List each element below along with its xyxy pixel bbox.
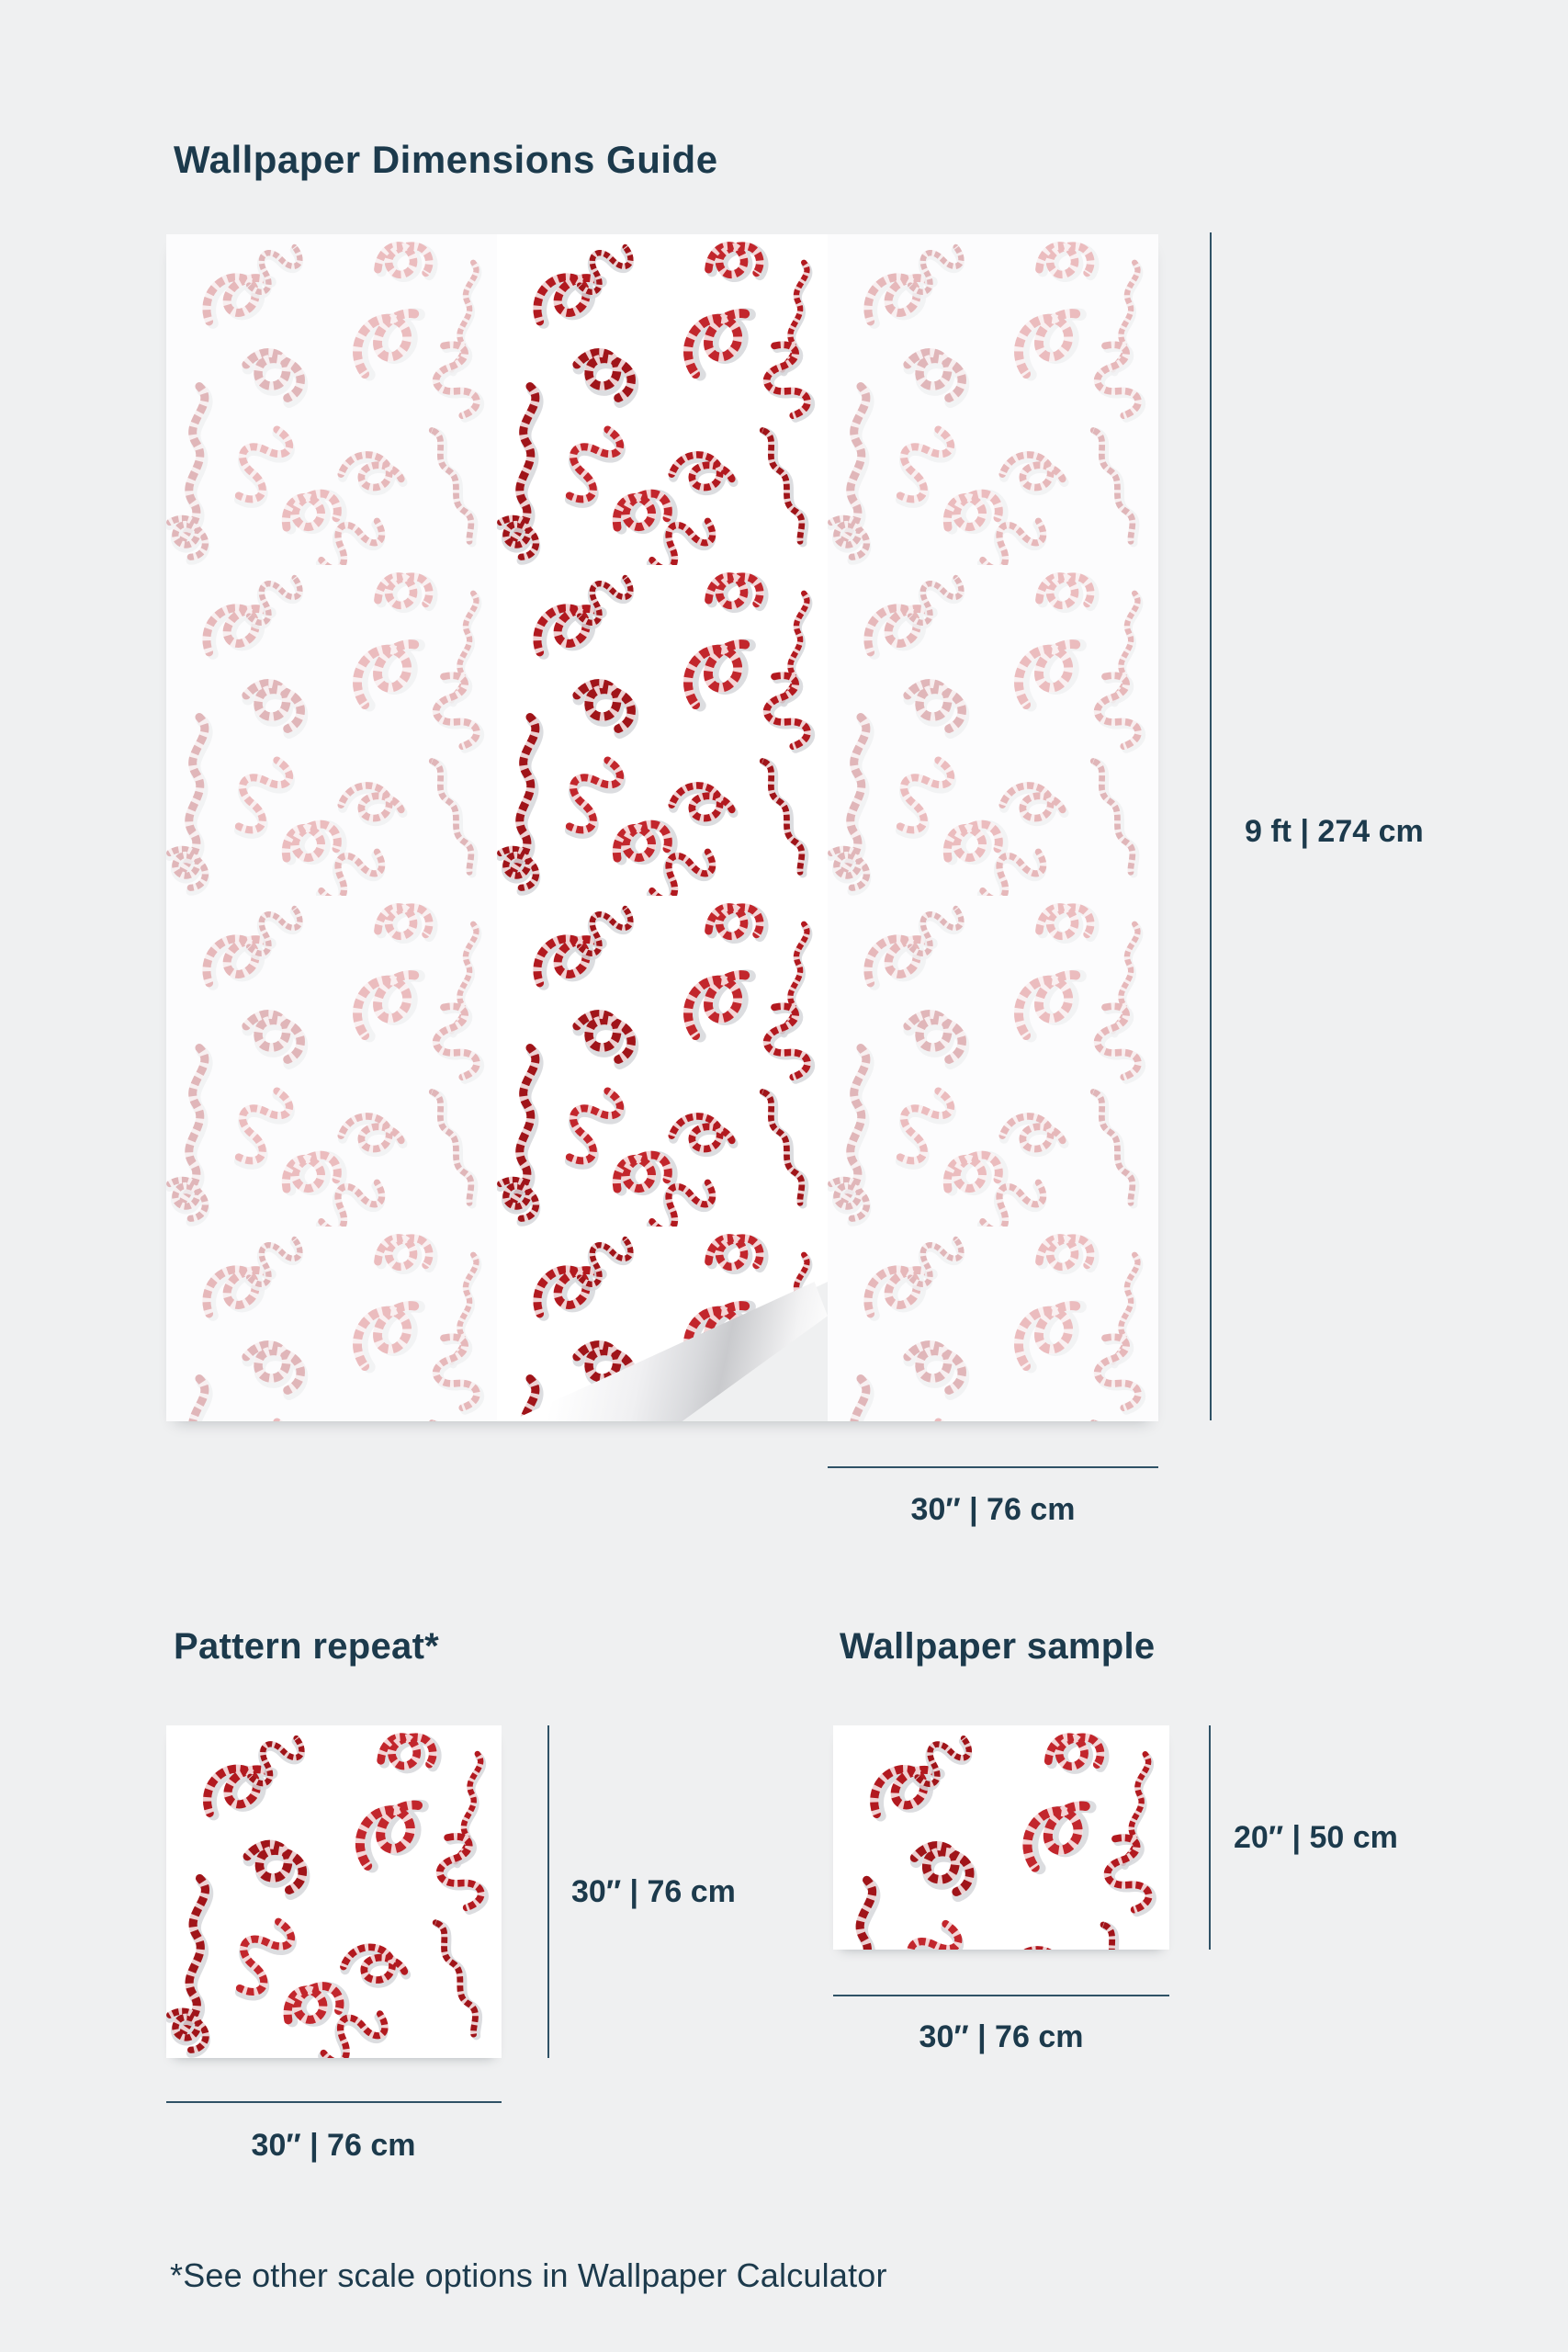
page-title: Wallpaper Dimensions Guide xyxy=(174,138,718,181)
pattern-repeat-width-label: 30″ | 76 cm xyxy=(251,2128,416,2163)
pattern-repeat-width-dimension-line xyxy=(166,2101,502,2103)
pattern-repeat-swatch xyxy=(166,1725,502,2058)
main-width-label: 30″ | 76 cm xyxy=(910,1492,1076,1527)
wallpaper-sample-swatch xyxy=(833,1725,1169,1950)
wallpaper-sample-height-label: 20″ | 50 cm xyxy=(1234,1820,1398,1855)
main-width-dimension-line xyxy=(828,1466,1158,1468)
wallpaper-sample-height-dimension-line xyxy=(1209,1725,1211,1950)
wallpaper-sample-width-label: 30″ | 76 cm xyxy=(919,2019,1084,2054)
wallpaper-sample-heading: Wallpaper sample xyxy=(840,1626,1156,1667)
pattern-repeat-heading: Pattern repeat* xyxy=(174,1626,440,1667)
pattern-repeat-height-dimension-line xyxy=(547,1725,549,2058)
wallpaper-sample-art xyxy=(833,1725,1169,1950)
main-height-label: 9 ft | 274 cm xyxy=(1245,814,1424,849)
scale-options-footnote: *See other scale options in Wallpaper Calculator xyxy=(170,2256,887,2294)
main-height-dimension-line xyxy=(1210,232,1212,1420)
wallpaper-roll-panel xyxy=(166,234,1158,1421)
pattern-repeat-height-label: 30″ | 76 cm xyxy=(571,1874,736,1909)
wallpaper-pattern xyxy=(166,234,1158,1421)
wallpaper-sample-width-dimension-line xyxy=(833,1995,1169,1996)
pattern-repeat-art xyxy=(166,1725,502,2058)
